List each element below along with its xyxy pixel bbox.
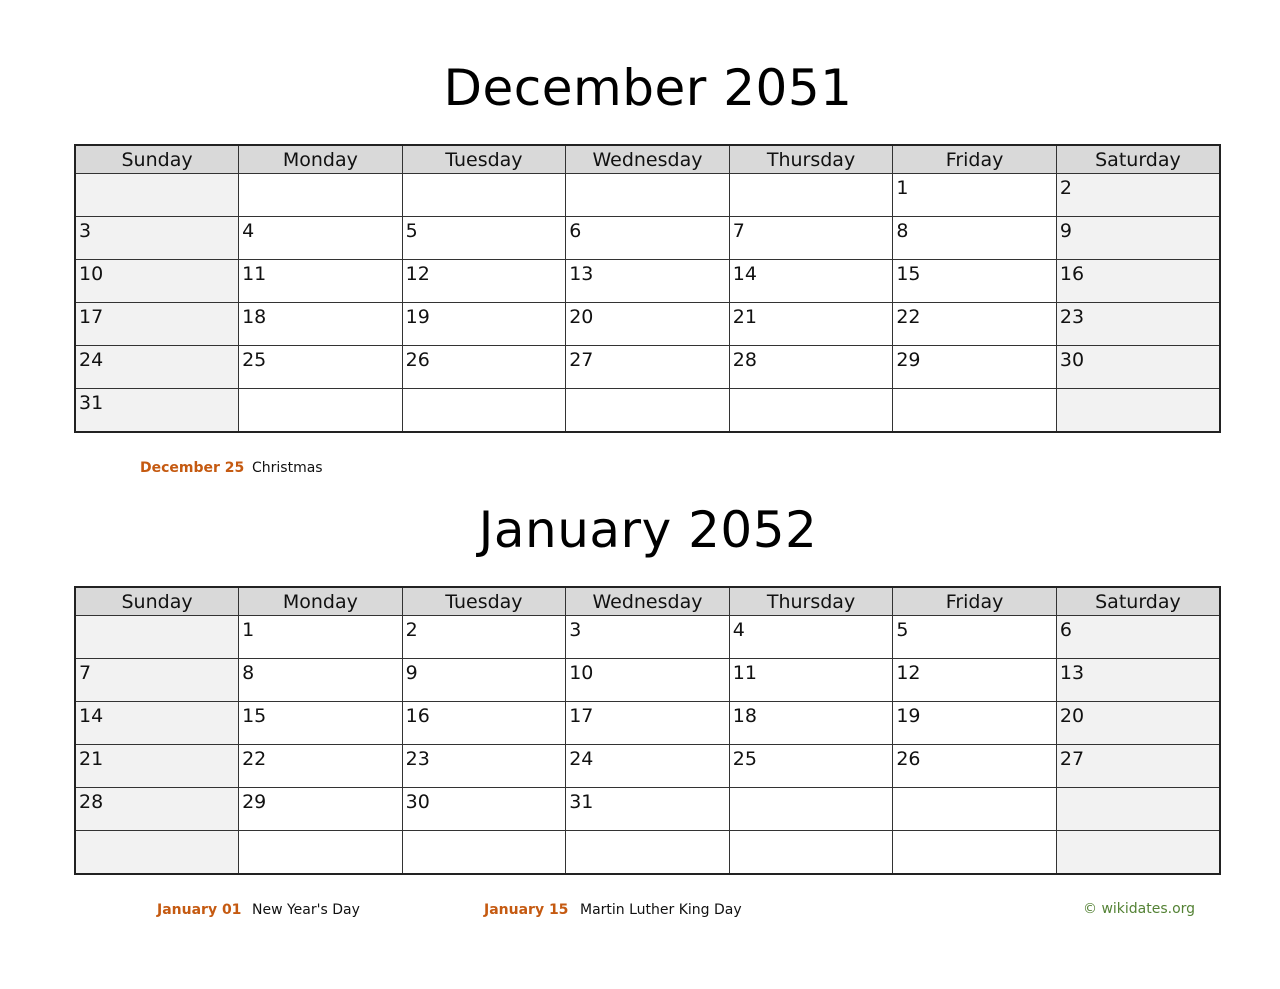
day-cell	[239, 702, 403, 745]
weekday-header-thursday: Thursday	[729, 587, 893, 616]
day-number: 14	[732, 263, 757, 285]
day-cell	[239, 346, 403, 389]
day-cell	[239, 745, 403, 788]
day-cell	[729, 174, 893, 217]
day-cell	[729, 260, 893, 303]
day-number	[403, 174, 566, 177]
day-cell	[239, 788, 403, 831]
day-cell	[75, 389, 239, 433]
day-number	[403, 831, 566, 834]
weekday-header-wednesday: Wednesday	[566, 145, 730, 174]
day-cell	[239, 174, 403, 217]
weekday-header-saturday: Saturday	[1056, 145, 1220, 174]
day-number: 12	[896, 662, 921, 684]
day-cell	[402, 831, 566, 875]
day-number: 15	[242, 705, 267, 727]
day-cell	[566, 788, 730, 831]
day-number: 27	[569, 349, 594, 371]
week-row	[75, 788, 1220, 831]
week-row	[75, 831, 1220, 875]
day-number: 4	[242, 220, 255, 242]
day-cell	[893, 745, 1057, 788]
day-cell	[1056, 389, 1220, 433]
day-cell	[402, 217, 566, 260]
day-cell	[1056, 659, 1220, 702]
day-number: 18	[732, 705, 757, 727]
weekday-header-saturday: Saturday	[1056, 587, 1220, 616]
day-number: 8	[242, 662, 255, 684]
weekday-header-monday: Monday	[239, 587, 403, 616]
day-number: 25	[732, 748, 757, 770]
weekday-header-tuesday: Tuesday	[402, 145, 566, 174]
day-number	[730, 174, 893, 177]
day-number: 20	[1059, 705, 1085, 727]
day-cell	[1056, 260, 1220, 303]
day-number: 18	[242, 306, 267, 328]
day-cell	[566, 702, 730, 745]
day-number: 31	[79, 392, 104, 414]
day-number: 6	[569, 220, 582, 242]
week-row	[75, 659, 1220, 702]
day-number: 13	[569, 263, 594, 285]
day-cell	[75, 659, 239, 702]
day-cell	[75, 702, 239, 745]
day-cell	[893, 346, 1057, 389]
day-cell	[566, 217, 730, 260]
day-number	[566, 831, 729, 834]
day-number: 30	[1059, 349, 1085, 371]
day-number	[76, 616, 238, 619]
day-cell	[402, 659, 566, 702]
day-cell	[1056, 174, 1220, 217]
day-cell	[1056, 217, 1220, 260]
day-cell	[402, 702, 566, 745]
credit-link[interactable]: © wikidates.org	[1083, 901, 1196, 917]
holiday-name: New Year's Day	[252, 902, 360, 918]
day-cell	[402, 745, 566, 788]
day-cell	[239, 217, 403, 260]
day-cell	[566, 260, 730, 303]
day-cell	[893, 702, 1057, 745]
day-number	[76, 831, 238, 834]
day-number: 3	[79, 220, 92, 242]
calendar-grid	[74, 144, 1221, 433]
day-cell	[566, 831, 730, 875]
weekday-header-wednesday: Wednesday	[566, 587, 730, 616]
day-cell	[75, 217, 239, 260]
day-cell	[402, 174, 566, 217]
day-cell	[1056, 616, 1220, 659]
day-cell	[239, 303, 403, 346]
day-cell	[1056, 346, 1220, 389]
day-cell	[566, 346, 730, 389]
day-number: 29	[242, 791, 267, 813]
day-cell	[893, 174, 1057, 217]
day-cell	[75, 346, 239, 389]
weekday-header-row	[75, 145, 1220, 174]
week-row	[75, 702, 1220, 745]
day-number: 28	[732, 349, 757, 371]
day-cell	[239, 260, 403, 303]
day-cell	[566, 745, 730, 788]
day-number	[239, 389, 402, 392]
day-number: 28	[79, 791, 104, 813]
day-number: 3	[569, 619, 582, 641]
weekday-header-friday: Friday	[893, 145, 1057, 174]
day-cell	[75, 831, 239, 875]
day-number: 26	[896, 748, 921, 770]
holiday-name: Christmas	[252, 460, 323, 476]
week-row	[75, 389, 1220, 433]
day-cell	[402, 303, 566, 346]
day-number: 4	[732, 619, 745, 641]
day-number: 7	[732, 220, 745, 242]
day-number: 16	[405, 705, 430, 727]
day-cell	[1056, 702, 1220, 745]
day-cell	[729, 346, 893, 389]
day-cell	[893, 659, 1057, 702]
weekday-header-tuesday: Tuesday	[402, 587, 566, 616]
day-number	[730, 788, 893, 791]
day-number: 30	[405, 791, 430, 813]
day-number: 24	[569, 748, 594, 770]
day-cell	[566, 616, 730, 659]
holiday-date: January 01	[157, 902, 242, 918]
day-cell	[729, 217, 893, 260]
day-cell	[893, 831, 1057, 875]
day-number	[566, 389, 729, 392]
day-cell	[729, 831, 893, 875]
day-cell	[729, 745, 893, 788]
holiday-date: December 25	[140, 460, 245, 476]
day-cell	[1056, 745, 1220, 788]
day-cell	[893, 303, 1057, 346]
weekday-header-sunday: Sunday	[75, 587, 239, 616]
day-cell	[75, 260, 239, 303]
day-number: 14	[79, 705, 104, 727]
day-number	[239, 174, 402, 177]
day-cell	[402, 389, 566, 433]
weekday-header-sunday: Sunday	[75, 145, 239, 174]
day-cell	[893, 788, 1057, 831]
week-row	[75, 303, 1220, 346]
week-row	[75, 346, 1220, 389]
day-number: 2	[1059, 177, 1072, 199]
day-cell	[729, 659, 893, 702]
day-cell	[1056, 303, 1220, 346]
day-number	[239, 831, 402, 834]
day-number: 6	[1059, 619, 1072, 641]
day-number: 29	[896, 349, 921, 371]
day-number: 17	[79, 306, 104, 328]
day-cell	[239, 831, 403, 875]
day-number	[1057, 831, 1219, 834]
day-number	[76, 174, 238, 177]
day-number: 12	[405, 263, 430, 285]
weekday-header-row	[75, 587, 1220, 616]
day-cell	[75, 616, 239, 659]
weekday-header-monday: Monday	[239, 145, 403, 174]
day-number	[893, 389, 1056, 392]
day-number	[403, 389, 566, 392]
day-number: 9	[405, 662, 418, 684]
day-cell	[1056, 831, 1220, 875]
day-number: 25	[242, 349, 267, 371]
week-row	[75, 260, 1220, 303]
day-number: 10	[569, 662, 594, 684]
day-cell	[75, 174, 239, 217]
day-number: 8	[896, 220, 909, 242]
day-number: 11	[732, 662, 757, 684]
day-cell	[75, 745, 239, 788]
day-number	[730, 389, 893, 392]
month-title: January 2052	[478, 501, 818, 559]
day-number	[1057, 389, 1219, 392]
day-cell	[75, 788, 239, 831]
day-cell	[729, 616, 893, 659]
day-number: 21	[79, 748, 104, 770]
day-cell	[893, 217, 1057, 260]
day-number: 1	[896, 177, 909, 199]
day-cell	[566, 659, 730, 702]
day-number: 5	[896, 619, 909, 641]
day-cell	[729, 788, 893, 831]
day-number: 27	[1059, 748, 1085, 770]
day-number: 31	[569, 791, 594, 813]
day-number: 23	[405, 748, 430, 770]
day-number: 20	[569, 306, 594, 328]
day-cell	[566, 303, 730, 346]
day-cell	[893, 389, 1057, 433]
week-row	[75, 174, 1220, 217]
day-number	[893, 831, 1056, 834]
day-number: 15	[896, 263, 921, 285]
holiday-date: January 15	[484, 902, 569, 918]
day-number: 1	[242, 619, 255, 641]
holiday-name: Martin Luther King Day	[580, 902, 742, 918]
day-number: 17	[569, 705, 594, 727]
day-cell	[402, 260, 566, 303]
day-number: 10	[79, 263, 104, 285]
day-number: 21	[732, 306, 757, 328]
day-number	[730, 831, 893, 834]
week-row	[75, 616, 1220, 659]
day-number: 5	[405, 220, 418, 242]
day-number	[893, 788, 1056, 791]
day-cell	[566, 174, 730, 217]
day-number: 24	[79, 349, 104, 371]
day-cell	[729, 303, 893, 346]
month-title: December 2051	[443, 59, 853, 117]
day-number: 11	[242, 263, 267, 285]
day-number: 9	[1059, 220, 1072, 242]
week-row	[75, 217, 1220, 260]
day-number: 2	[405, 619, 418, 641]
day-cell	[239, 659, 403, 702]
day-number: 16	[1059, 263, 1085, 285]
day-cell	[729, 389, 893, 433]
day-cell	[239, 616, 403, 659]
day-number	[566, 174, 729, 177]
weekday-header-thursday: Thursday	[729, 145, 893, 174]
weekday-header-friday: Friday	[893, 587, 1057, 616]
day-number: 22	[896, 306, 921, 328]
day-cell	[75, 303, 239, 346]
calendar-grid	[74, 586, 1221, 875]
day-cell	[402, 788, 566, 831]
day-number: 19	[405, 306, 430, 328]
day-number: 19	[896, 705, 921, 727]
day-cell	[566, 389, 730, 433]
day-cell	[893, 260, 1057, 303]
day-cell	[402, 616, 566, 659]
day-cell	[1056, 788, 1220, 831]
day-cell	[729, 702, 893, 745]
week-row	[75, 745, 1220, 788]
day-cell	[402, 346, 566, 389]
day-number: 23	[1059, 306, 1085, 328]
day-number: 7	[79, 662, 92, 684]
day-number: 13	[1059, 662, 1085, 684]
day-number: 26	[405, 349, 430, 371]
day-cell	[239, 389, 403, 433]
day-number	[1057, 788, 1219, 791]
day-cell	[893, 616, 1057, 659]
day-number: 22	[242, 748, 267, 770]
